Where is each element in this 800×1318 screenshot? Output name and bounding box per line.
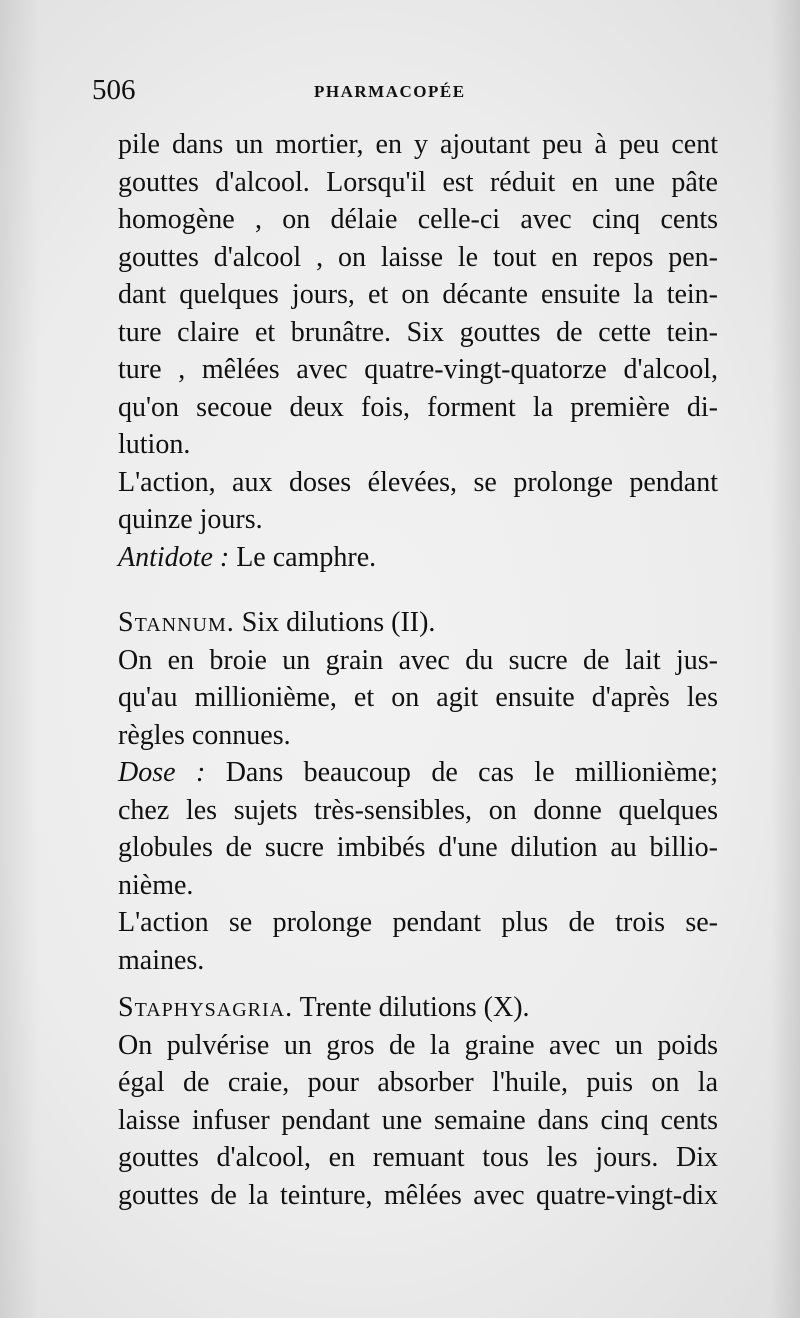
page-header <box>92 72 740 112</box>
text-line: On en broie un grain avec du sucre de lait jus- <box>118 644 718 676</box>
text-line: On pulvérise un gros de la graine avec un poids <box>118 1029 718 1061</box>
text-line: nième. <box>118 869 194 901</box>
remedy-dilutions: Trente dilutions (X). <box>299 992 530 1023</box>
text-line: L'action se prolonge pendant plus de trois se- <box>118 907 718 938</box>
text-line: maines. <box>118 944 205 976</box>
page-edge-shadow <box>770 0 800 1318</box>
text-line: égal de craie, pour absorber l'huile, puis on la <box>118 1067 718 1098</box>
text-line: règles connues. <box>118 719 291 751</box>
text-line: qu'au millionième, et on agit ensuite d'après les <box>118 682 718 713</box>
remedy-name: Stannum. <box>118 607 235 638</box>
dose-line <box>118 754 718 792</box>
text-line: chez les sujets très-sensibles, on donne quelques <box>118 794 718 826</box>
running-head: PHARMACOPÉE <box>314 82 466 101</box>
antidote-text: Le camphre. <box>236 541 377 573</box>
antidote-label: Antidote : <box>118 541 230 573</box>
text-line: gouttes d'alcool, en remuant tous les jours. Dix <box>118 1142 718 1173</box>
section-gap <box>118 979 718 989</box>
text-line: L'action, aux doses élevées, se prolonge pendant <box>118 466 718 498</box>
text-line: lution. <box>118 429 191 460</box>
text-line: dant quelques jours, et on décante ensuite la tein- <box>118 279 718 310</box>
antidote-line <box>118 539 718 577</box>
text-line: gouttes d'alcool. Lorsqu'il est réduit en une pâte <box>118 166 718 198</box>
remedy-dilutions: Six dilutions (II). <box>241 607 436 638</box>
text-line: globules de sucre imbibés d'une dilution au billio- <box>118 832 718 863</box>
section-gap <box>118 576 718 604</box>
text-line: ture claire et brunâtre. Six gouttes de cette tein- <box>118 316 718 348</box>
text-line: laisse infuser pendant une semaine dans cinq cents <box>118 1104 718 1136</box>
dose-label: Dose : <box>118 757 206 788</box>
text-line: gouttes d'alcool , on laisse le tout en repos pen- <box>118 241 718 273</box>
text-line: pile dans un mortier, en y ajoutant peu à peu cent <box>118 129 718 160</box>
page-gutter-shadow <box>0 0 40 1318</box>
text-line: homogène , on délaie celle-ci avec cinq cents <box>118 204 718 235</box>
text-line: quinze jours. <box>118 504 263 535</box>
page-number: 506 <box>92 74 136 106</box>
remedy-name: Staphysagria. <box>118 992 294 1023</box>
text-line: qu'on secoue deux fois, forment la première di- <box>118 391 718 423</box>
section-heading-stannum <box>118 604 718 642</box>
section-heading-staphysagria <box>118 989 718 1027</box>
body-text <box>118 126 718 1214</box>
text-line: ture , mêlées avec quatre-vingt-quatorze d'alcool, <box>118 354 718 385</box>
text-line: gouttes de la teinture, mêlées avec quatre-vingt-dix <box>118 1179 718 1211</box>
dose-text: Dans beaucoup de cas le millionième; <box>225 757 719 788</box>
